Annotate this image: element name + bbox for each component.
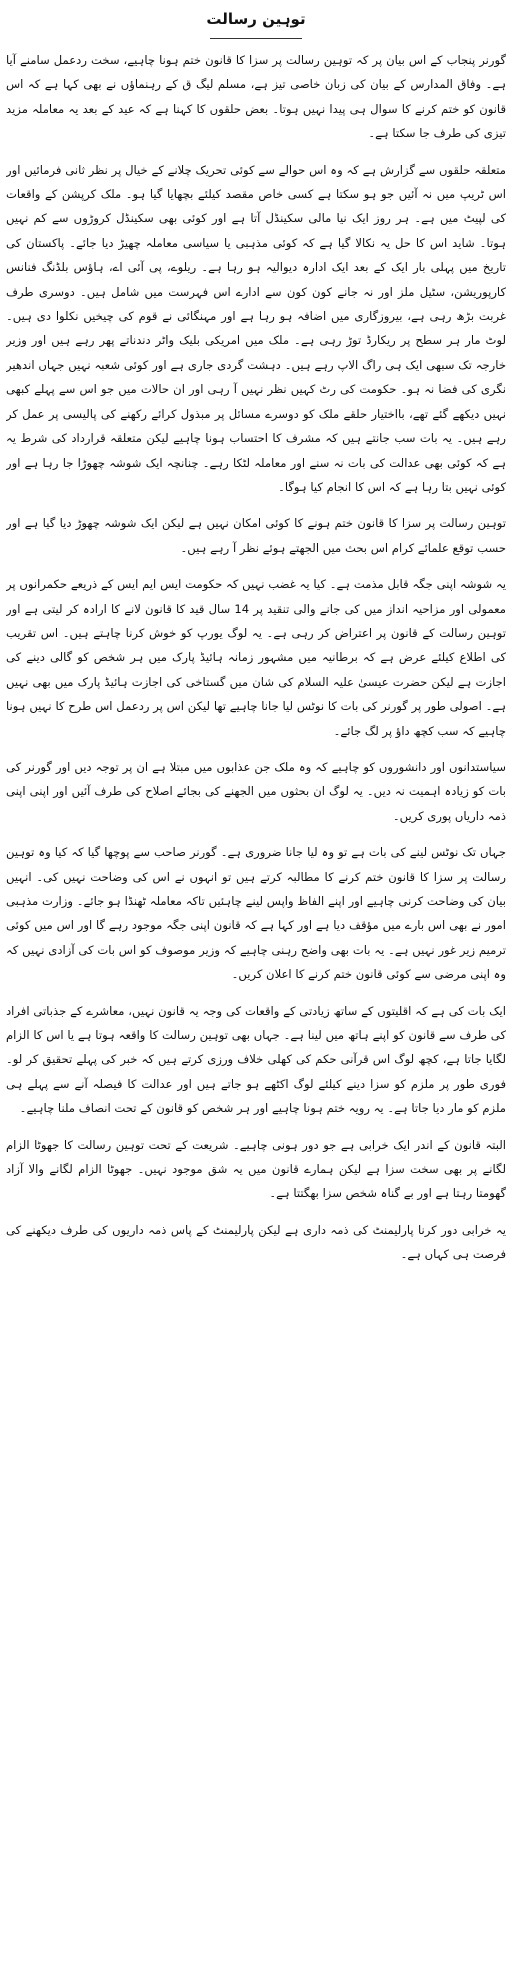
paragraph-6: جہاں تک نوٹس لینے کی بات ہے تو وہ لیا جانا ضروری ہے۔ گورنر صاحب سے پوچھا گیا کہ کیا وہ توہین رسالت پر سزا کا قانون ختم کرنے کا مطالبہ کرتے ہیں تو انہوں نے اس کی وضاحت نہیں کی۔ انہیں بیان کی وضاحت کرنی چاہیے اور اپنے الفاظ واپس لینے چاہئیں تاکہ معاملہ ٹھنڈا ہو جائے۔ وزارت مذہبی امور نے بھی اس بارے میں مؤقف دیا ہے اور کہا ہے کہ قانون اپنی جگہ موجود رہے گا اور اس میں کوئی ترمیم زیر غور نہیں ہے۔ یہ بات بھی واضح رہنی چاہیے کہ وزیر موصوف کو اس بات کی آزادی نہیں کہ وہ اپنی مرضی سے کوئی قانون ختم کرنے کا اعلان کریں۔ (6, 845, 506, 982)
paragraph-3: توہین رسالت پر سزا کا قانون ختم ہونے کا کوئی امکان نہیں ہے لیکن ایک شوشہ چھوڑ دیا گیا ہے اور حسب توقع علمائے کرام اس بحث میں الجھتے ہوئے نظر آ رہے ہیں۔ (6, 516, 506, 555)
column-body (6, 48, 506, 1973)
paragraph-8: البتہ قانون کے اندر ایک خرابی ہے جو دور ہونی چاہیے۔ شریعت کے تحت توہین رسالت کا جھوٹا الزام لگانے پر بھی سخت سزا ہے لیکن ہمارے قانون میں یہ شق موجود نہیں۔ جھوٹا الزام لگانے والا آزاد گھومتا رہتا ہے اور بے گناہ شخص سزا بھگتتا ہے۔ (6, 1137, 506, 1201)
title-underline (210, 38, 302, 39)
paragraph-2: متعلقہ حلقوں سے گزارش ہے کہ وہ اس حوالے سے کوئی تحریک چلانے کے خیال پر نظر ثانی فرمائیں اور اس ٹریپ میں نہ آئیں جو ہو سکتا ہے کسی خاص مقصد کیلئے بچھایا گیا ہو۔ ملک کرپشن کے واقعات کی لپیٹ میں ہے۔ ہر روز ایک نیا مالی سکینڈل آتا ہے اور کوئی بھی سکینڈل کروڑوں سے کم نہیں ہوتا۔ شاید اس کا حل یہ نکالا گیا ہے کہ کوئی مذہبی یا سیاسی معاملہ چھیڑ دیا جائے۔ پاکستان کی تاریخ میں پہلی بار ایک کے بعد ایک ادارہ دیوالیہ ہو رہا ہے۔ ریلوے، پی آئی اے، ہاؤس بلڈنگ فنانس کارپوریشن، سٹیل ملز اور نہ جانے کون کون سے ادارے اس فہرست میں شامل ہیں۔ دوسری طرف غربت بڑھ رہی ہے، بیروزگاری میں اضافہ ہو رہا ہے اور مہنگائی نے قوم کی چیخیں نکلوا دی ہیں۔ لوٹ مار ہر سطح پر ریکارڈ توڑ رہی ہے۔ ملک میں امریکی بلیک واٹر دندناتے پھر رہے ہیں اور وزیر خارجہ تک سبھی ایک ہی راگ الاپ رہے ہیں۔ دہشت گردی جاری ہے اور کوئی شعبہ نہیں جہاں اندھیر نگری کی فضا نہ ہو۔ حکومت کی رٹ کہیں نظر نہیں آ رہی اور ان حالات میں جو اس سے پہلے کبھی نہیں دیکھے گئے تھے، بااختیار حلقے ملک کو دوسرے مسائل پر مبذول کرائے رکھنے کی پالیسی پر عمل کر رہے ہیں۔ یہ بات سب جانتے ہیں کہ مشرف کا احتساب ہونا چاہیے لیکن متعلقہ قرارداد کی شرط یہ ہے کہ کوئی بھی عدالت کی بات نہ سنے اور معاملہ لٹکا رہے۔ چنانچہ ایک شوشہ چھوڑا جا رہا ہے اور کوئی نہیں بتا رہا ہے کہ اس کا انجام کیا ہوگا۔ (6, 162, 506, 494)
paragraph-5: سیاستدانوں اور دانشوروں کو چاہیے کہ وہ ملک جن عذابوں میں مبتلا ہے ان پر توجہ دیں اور گورنر کی بات کو زیادہ اہمیت نہ دیں۔ یہ لوگ ان بحثوں میں الجھنے کی بجائے اصلاح کی طرف آئیں اور اپنی اپنی ذمہ داریاں پوری کریں۔ (6, 759, 506, 823)
paragraph-9: یہ خرابی دور کرنا پارلیمنٹ کی ذمہ داری ہے لیکن پارلیمنٹ کے پاس ذمہ داریوں کی طرف دیکھنے کی فرصت ہی کہاں ہے۔ (6, 1222, 506, 1262)
paragraph-7: ایک بات کی ہے کہ اقلیتوں کے ساتھ زیادتی کے واقعات کی وجہ یہ قانون نہیں، معاشرے کے جذباتی افراد کی طرف سے قانون کو اپنے ہاتھ میں لینا ہے۔ جہاں بھی توہین رسالت کا واقعہ ہوتا ہے یا اس کا الزام لگایا جاتا ہے، کچھ لوگ اس قرآنی حکم کی کھلی خلاف ورزی کرتے ہیں کہ خبر کی پہلے تحقیق کر لو۔ فوری طور پر ملزم کو سزا دینے کیلئے لوگ اکٹھے ہو جاتے ہیں اور عدالت کا فیصلہ آنے سے پہلے ہی ملزم کو مار دیا جاتا ہے۔ یہ رویہ ختم ہونا چاہیے اور ہر شخص کو قانون کے تحت انصاف ملنا چاہیے۔ (6, 1003, 506, 1116)
paragraph-1: گورنر پنجاب کے اس بیان پر کہ توہین رسالت پر سزا کا قانون ختم ہونا چاہیے، سخت ردعمل سامنے آیا ہے۔ وفاق المدارس کے بیان کی زبان خاصی تیز ہے، مسلم لیگ ق کے رہنماؤں نے بھی کہا ہے کہ اس قانون کو ختم کرنے کا سوال ہی پیدا نہیں ہوتا۔ بعض حلقوں کا کہنا ہے کہ عید کے بعد یہ معاملہ مزید تیزی کی طرف جا سکتا ہے۔ (6, 53, 506, 141)
paragraph-4: یہ شوشہ اپنی جگہ قابل مذمت ہے۔ کیا یہ غضب نہیں کہ حکومت ایس ایم ایس کے ذریعے حکمرانوں پر معمولی اور مزاحیہ انداز میں کی جانے والی تنقید پر 14 سال قید کا قانون لانے کا ارادہ کر لیتی ہے اور توہین رسالت کے قانون پر اعتراض کر رہی ہے۔ یہ لوگ یورپ کو خوش کرنا چاہتے ہیں۔ اس تقریب کی اطلاع کیلئے عرض ہے کہ برطانیہ میں مشہور زمانہ ہائیڈ پارک میں ہر شخص کو گالی دینے کی اجازت ہے لیکن حضرت عیسیٰ علیہ السلام کی شان میں گستاخی کی اجازت ہائیڈ پارک میں بھی نہیں ہے۔ اصولی طور پر گورنر کی بات کا نوٹس لیا جانا چاہیے تھا لیکن اس پر ردعمل اس طرح کا نہیں ہونا چاہیے کہ سب کچھ داؤ پر لگ جائے۔ (6, 577, 506, 738)
column-title: توہین رسالت (206, 10, 306, 28)
